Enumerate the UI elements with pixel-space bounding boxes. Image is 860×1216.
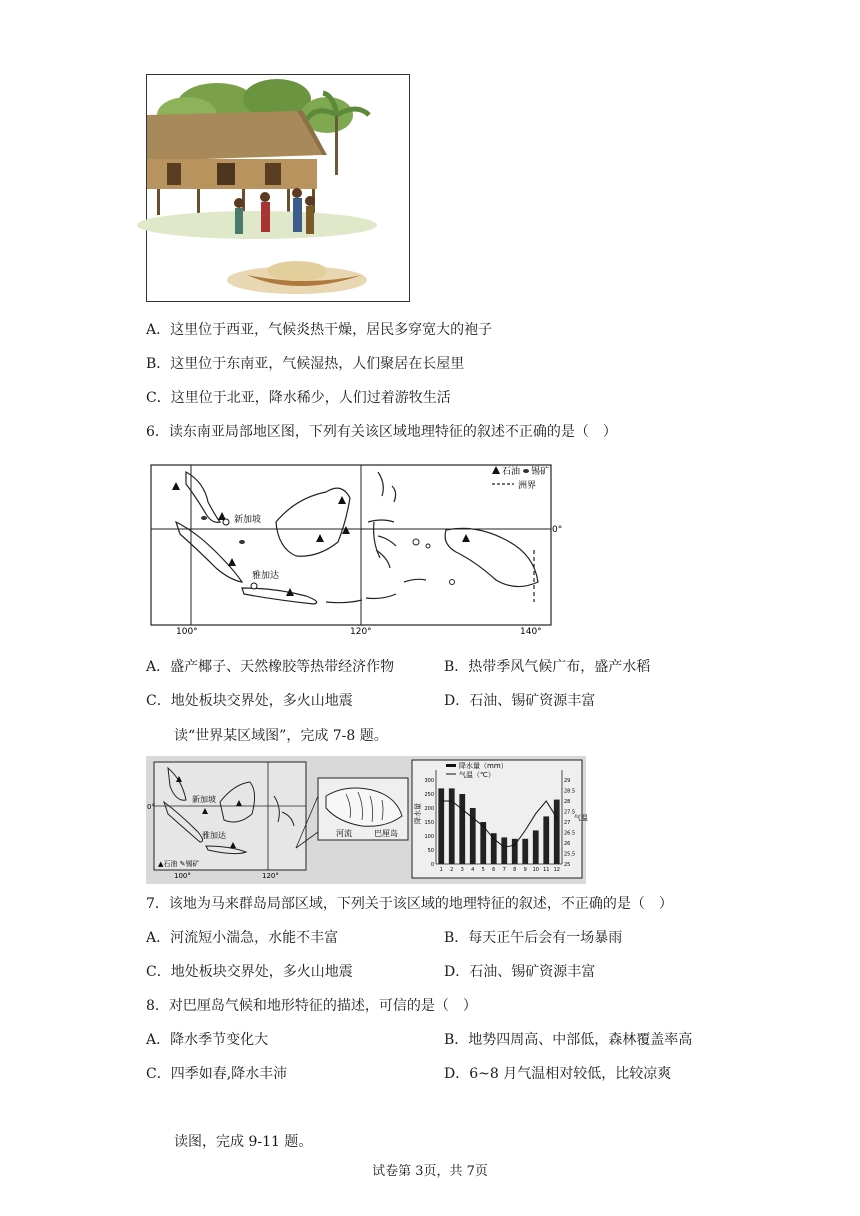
y-right-tick: 25.5 — [564, 851, 576, 858]
fig2-legend-temp: 气温（℃） — [459, 771, 495, 779]
intro-7-8: 读“世界某区域图”，完成 7-8 题。 — [174, 728, 388, 744]
y-left-tick: 0 — [430, 862, 434, 868]
map1-label-jakarta: 雅加达 — [252, 571, 280, 581]
world-region-figure — [146, 756, 586, 884]
q7-option-c: C．地处板块交界处，多火山地震 — [146, 964, 353, 980]
month-label: 6 — [492, 867, 496, 873]
fig2-label-jakarta: 雅加达 — [202, 831, 226, 840]
q7-option-a: A．河流短小湍急，水能不丰富 — [146, 930, 339, 946]
month-label: 10 — [532, 867, 539, 873]
map1-lat-0: 0° — [552, 525, 563, 535]
y-right-tick: 27 — [564, 820, 571, 826]
precip-bar — [491, 833, 497, 864]
q7-stem: 7．该地为马来群岛局部区域，下列关于该区域的地理特征的叙述，不正确的是（ ） — [146, 896, 673, 912]
q8-option-c: C．四季如春,降水丰沛 — [146, 1066, 288, 1082]
fig2-label-bali: 巴厘岛 — [374, 829, 398, 838]
month-label: 2 — [450, 867, 454, 873]
month-label: 5 — [481, 867, 485, 873]
q7-option-d: D．石油、锡矿资源丰富 — [444, 964, 596, 980]
precip-bar — [501, 837, 507, 864]
longhouse-illustration — [146, 74, 410, 302]
precip-bar — [438, 788, 444, 864]
map1-legend-border: 洲界 — [518, 481, 537, 491]
precip-bar — [459, 794, 465, 864]
y-left-tick: 50 — [427, 848, 434, 854]
q6-option-d: D．石油、锡矿资源丰富 — [444, 693, 596, 709]
precip-bar — [522, 839, 528, 864]
y-right-tick: 28.5 — [564, 788, 576, 795]
precip-bar — [554, 800, 560, 864]
southeast-asia-map — [146, 462, 563, 637]
q5-option-a: A．这里位于西亚，气候炎热干燥，居民多穿宽大的袍子 — [146, 322, 493, 338]
month-label: 1 — [439, 867, 443, 873]
q6-option-a: A．盛产椰子、天然橡胶等热带经济作物 — [146, 659, 395, 675]
month-label: 4 — [471, 867, 475, 873]
fig2-legend-precip: 降水量（mm） — [459, 762, 508, 770]
q8-option-d: D．6~8 月气温相对较低，比较凉爽 — [444, 1066, 672, 1082]
q6-option-c: C．地处板块交界处，多火山地震 — [146, 693, 353, 709]
y-right-tick: 25 — [564, 862, 571, 868]
fig2-lon-100: 100° — [174, 872, 191, 880]
y-right-tick: 28 — [564, 799, 571, 805]
map1-legend-tin: 锡矿 — [531, 467, 550, 477]
fig2-y-right-label: 气温 — [574, 814, 588, 822]
fig2-label-singapore: 新加坡 — [192, 795, 216, 804]
fig2-legend: ▲石油 ✎锡矿 — [158, 860, 200, 868]
month-label: 7 — [502, 867, 506, 873]
precip-bar — [533, 830, 539, 864]
y-right-tick: 29 — [564, 778, 571, 784]
y-left-tick: 250 — [424, 792, 434, 798]
map1-legend-oil: 石油 — [502, 467, 521, 477]
q8-option-a: A．降水季节变化大 — [146, 1032, 269, 1048]
y-left-tick: 300 — [424, 778, 434, 784]
precip-bar — [543, 816, 549, 864]
map1-lon-140: 140° — [520, 627, 542, 637]
month-label: 11 — [543, 867, 550, 873]
fig2-lat-0: 0° — [147, 803, 155, 811]
q6-stem: 6．读东南亚局部地区图，下列有关该区域地理特征的叙述不正确的是（ ） — [146, 424, 617, 440]
y-left-tick: 200 — [424, 806, 434, 812]
month-label: 9 — [523, 867, 527, 873]
y-left-tick: 100 — [424, 834, 434, 840]
q7-option-b: B．每天正午后会有一场暴雨 — [444, 930, 623, 946]
y-right-tick: 26.5 — [564, 830, 576, 837]
intro-9-11: 读图，完成 9-11 题。 — [174, 1134, 313, 1150]
q5-option-c: C．这里位于北亚，降水稀少，人们过着游牧生活 — [146, 390, 451, 406]
y-right-tick: 26 — [564, 841, 571, 847]
map1-lon-120: 120° — [350, 627, 372, 637]
q8-stem: 8．对巴厘岛气候和地形特征的描述，可信的是（ ） — [146, 998, 477, 1014]
page-footer: 试卷第 3页，共 7页 — [372, 1164, 488, 1179]
q5-option-b: B．这里位于东南亚，气候湿热，人们聚居在长屋里 — [146, 356, 465, 372]
month-label: 8 — [513, 867, 517, 873]
q8-option-b: B．地势四周高、中部低，森林覆盖率高 — [444, 1032, 693, 1048]
fig2-lon-120: 120° — [262, 872, 279, 880]
q6-option-b: B．热带季风气候广布，盛产水稻 — [444, 659, 651, 675]
fig2-label-river: 河流 — [336, 829, 352, 838]
fig2-y-left-label: 降水量 — [414, 803, 422, 824]
y-right-tick: 27.5 — [564, 809, 576, 816]
y-left-tick: 150 — [424, 820, 434, 826]
map1-lon-100: 100° — [176, 627, 198, 637]
precip-bar — [449, 788, 455, 864]
month-label: 3 — [460, 867, 464, 873]
month-label: 12 — [553, 867, 560, 873]
map1-label-singapore: 新加坡 — [234, 515, 262, 525]
